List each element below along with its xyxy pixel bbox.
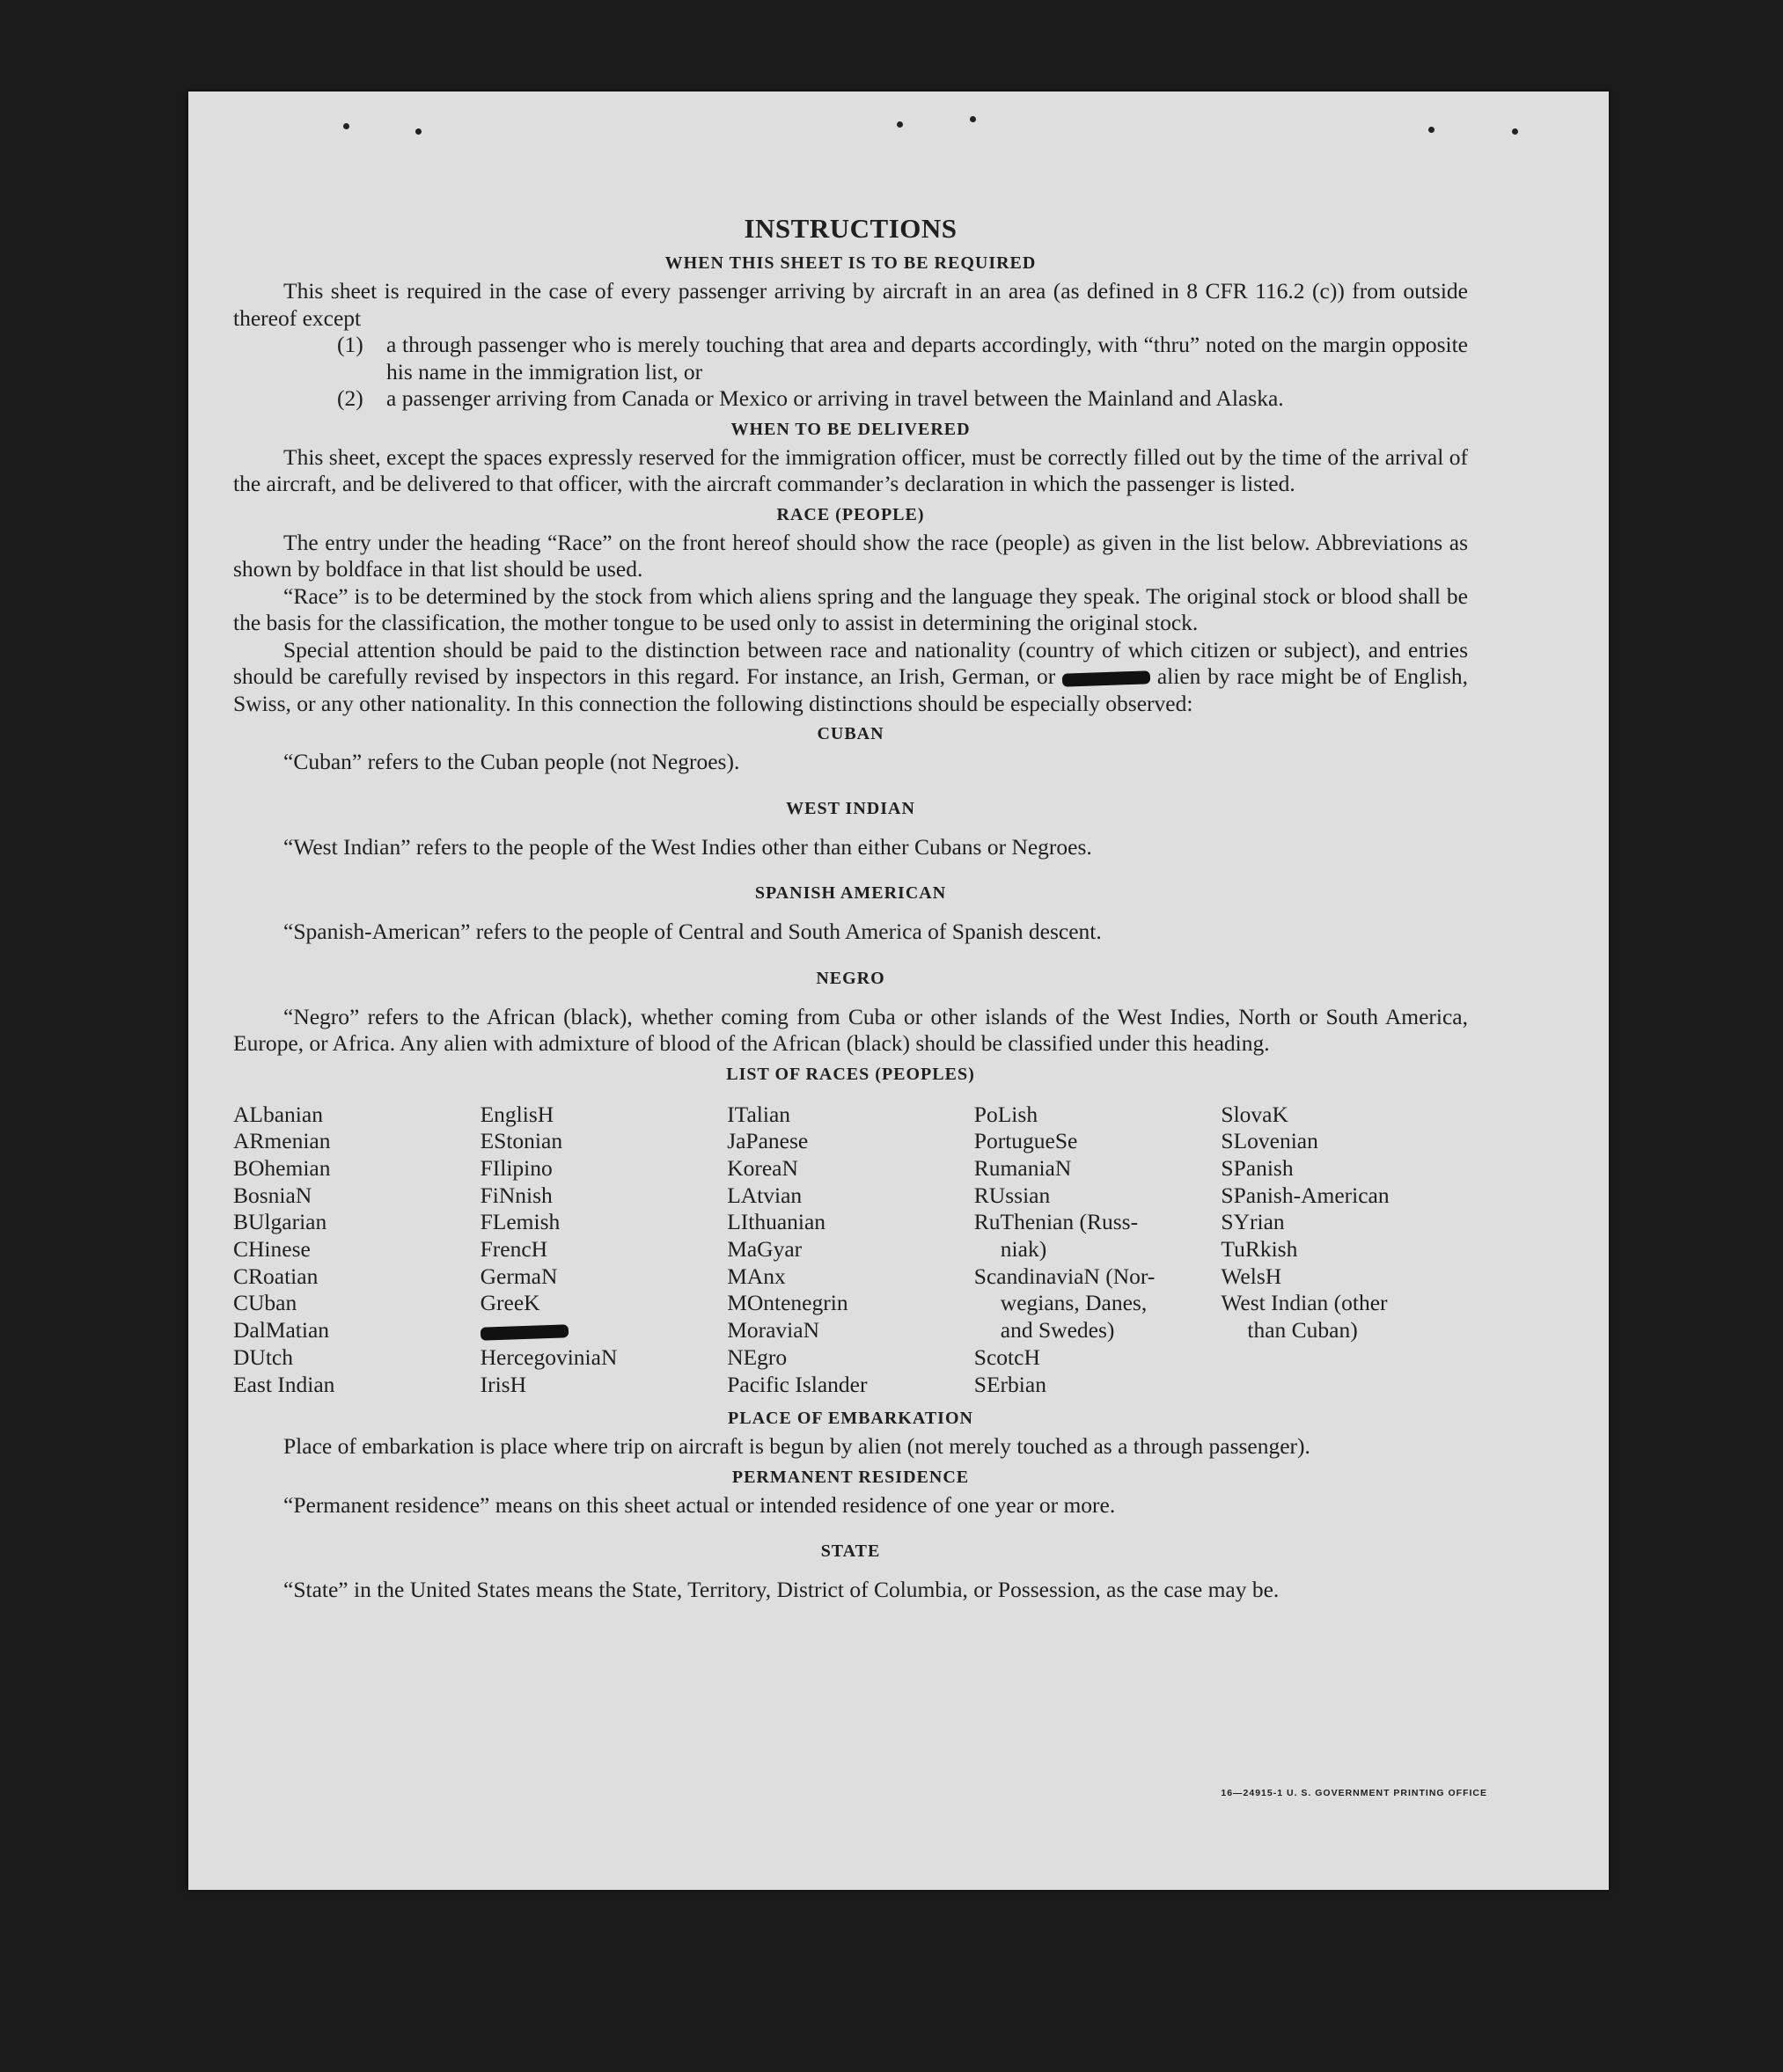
race-item: HercegoviniaN (480, 1344, 618, 1370)
race-item: IrisH (480, 1371, 527, 1397)
item-text: a through passenger who is merely touching that area and departs accordingly, with “thru” noted on the margin opposite his name in the immigration list, or (386, 332, 1468, 384)
race-column-2 (481, 1102, 728, 1399)
race-item: BUlgarian (233, 1209, 327, 1235)
race-item: PoLish (973, 1101, 1038, 1127)
race-item: ScandinaviaN (Nor- (973, 1263, 1156, 1289)
race-item: JaPanese (727, 1128, 809, 1154)
document-page (188, 92, 1609, 1890)
paper-speck (1428, 127, 1434, 133)
race-item: West Indian (other (1221, 1290, 1388, 1316)
race-item: BOhemian (233, 1154, 331, 1181)
race-item: GermaN (480, 1263, 558, 1289)
race-item: SlovaK (1221, 1101, 1288, 1127)
heading-race: RACE (PEOPLE) (776, 504, 925, 524)
printing-office-note: 16—24915-1 U. S. GOVERNMENT PRINTING OFFICE (1221, 1788, 1487, 1798)
race-item: MoraviaN (727, 1317, 819, 1344)
paper-speck (415, 128, 422, 135)
instructions-content (233, 211, 1468, 1604)
required-item-2 (337, 385, 1468, 413)
race-paragraph-1: The entry under the heading “Race” on the front hereof should show the race (people) as given in the list below. Abbreviations as shown by boldface in that list should be used. (233, 529, 1468, 582)
race-item: FLemish (480, 1209, 561, 1235)
required-intro: This sheet is required in the case of every passenger arriving by aircraft in an area (as defined in 8 CFR 116.2 (c)) from outside thereof except (233, 278, 1468, 331)
west-indian-text: “West Indian” refers to the people of the West Indies other than either Cubans or Negroes. (283, 833, 1092, 860)
race-item-continuation: wegians, Danes, (1000, 1290, 1148, 1316)
race-item: Pacific Islander (727, 1371, 868, 1397)
race-item: RuThenian (Russ- (973, 1209, 1139, 1235)
heading-west-indian: WEST INDIAN (786, 798, 915, 818)
race-item-continuation: niak) (1000, 1236, 1047, 1263)
delivered-text: This sheet, except the spaces expressly reserved for the immigration officer, must be correctly filled out by the time of the arrival of the aircraft, and be delivered to that officer, with the aircraft commander’s declaration in which the passenger is listed. (233, 443, 1468, 496)
race-item: DalMatian (233, 1317, 330, 1344)
race-item: FIlipino (480, 1154, 553, 1181)
race-item: LIthuanian (727, 1209, 826, 1235)
race-item: LAtvian (727, 1182, 803, 1208)
race-item: EnglisH (480, 1101, 554, 1127)
race-item: PortugueSe (973, 1128, 1078, 1154)
item-number: (2) (337, 385, 363, 411)
paper-speck (1512, 128, 1518, 135)
race-item: SPanish (1221, 1154, 1294, 1181)
negro-text: “Negro” refers to the African (black), whether coming from Cuba or other islands of the West Indies, North or South America, Europe, or Africa. Any alien with admixture of blood of the African (black) should be classified under this heading. (233, 1003, 1468, 1056)
race-item: CHinese (233, 1236, 311, 1263)
residence-text: “Permanent residence” means on this sheet actual or intended residence of one year or more. (283, 1491, 1116, 1518)
spanish-american-text: “Spanish-American” refers to the people of Central and South America of Spanish descent. (283, 919, 1102, 944)
race-item-redacted (481, 1317, 728, 1344)
race-item-continuation: and Swedes) (1000, 1317, 1115, 1344)
required-item-1 (337, 332, 1468, 385)
race-item: SLovenian (1221, 1128, 1318, 1154)
race-item: BosniaN (233, 1182, 312, 1208)
race-item: SYrian (1221, 1209, 1285, 1235)
race-item: ScotcH (973, 1344, 1040, 1370)
race-column-1 (233, 1102, 481, 1399)
heading-embarkation: PLACE OF EMBARKATION (728, 1409, 973, 1429)
race-item: ITalian (727, 1101, 791, 1127)
race-item: TuRkish (1221, 1236, 1298, 1263)
race-item-continuation: than Cuban) (1247, 1317, 1358, 1344)
heading-list-of-races: LIST OF RACES (PEOPLES) (726, 1064, 975, 1084)
race-paragraph-3 (233, 637, 1468, 718)
heading-spanish-american: SPANISH AMERICAN (754, 883, 947, 903)
race-item: RumaniaN (973, 1154, 1072, 1181)
heading-delivered: WHEN TO BE DELIVERED (730, 419, 971, 439)
race-item: MaGyar (727, 1236, 803, 1263)
race-item: SErbian (973, 1371, 1046, 1397)
redaction-mark (480, 1324, 568, 1340)
race-item: ARmenian (233, 1128, 331, 1154)
race-item: ALbanian (233, 1101, 323, 1127)
race-item: FiNnish (480, 1182, 553, 1208)
race-paragraph-2: “Race” is to be determined by the stock from which aliens spring and the language they speak. The original stock or blood shall be the basis for the classification, the mother tongue to be used only to assist in determining the original stock. (233, 582, 1468, 635)
race-item: MAnx (727, 1263, 786, 1289)
paper-speck (970, 116, 976, 122)
state-text: “State” in the United States means the State, Territory, District of Columbia, or Possession, as the case may be. (283, 1577, 1280, 1603)
heading-required: WHEN THIS SHEET IS TO BE REQUIRED (664, 253, 1037, 273)
race-item: RUssian (973, 1182, 1051, 1208)
race-item: GreeK (480, 1290, 540, 1316)
race-column-5 (1221, 1102, 1468, 1399)
race-paragraph-3-part-a: Special attention should be paid to the distinction between race and nationality (country of which citizen or subject), and entries should be carefully revised by inspectors in this regard. For instance, an Irish, German, or (233, 636, 1468, 689)
paper-speck (343, 123, 349, 129)
race-item: KoreaN (727, 1154, 798, 1181)
race-item: CRoatian (233, 1263, 319, 1289)
race-item: MOntenegrin (727, 1290, 848, 1316)
race-item: EStonian (480, 1128, 563, 1154)
heading-state: STATE (820, 1541, 881, 1562)
race-column-3 (727, 1102, 974, 1399)
item-text: a passenger arriving from Canada or Mexico or arriving in travel between the Mainland and Alaska. (386, 385, 1284, 411)
heading-cuban: CUBAN (817, 724, 884, 743)
race-item: FrencH (480, 1236, 548, 1263)
race-item: East Indian (233, 1371, 335, 1397)
race-item: CUban (233, 1290, 297, 1316)
item-number: (1) (337, 332, 363, 357)
race-paragraph-3-part-b: alien by race might be of English, Swiss, or any other nationality. In this connection the following distinctions should be especially observed: (233, 663, 1468, 716)
embarkation-text: Place of embarkation is place where trip on aircraft is begun by alien (not merely touched as a through passenger). (283, 1433, 1310, 1460)
race-column-4 (974, 1102, 1222, 1399)
paper-speck (897, 121, 903, 128)
page-title: INSTRUCTIONS (744, 213, 958, 244)
race-item: NEgro (727, 1344, 788, 1370)
race-item: SPanish-American (1221, 1182, 1390, 1208)
race-item: DUtch (233, 1344, 293, 1370)
heading-negro: NEGRO (816, 968, 885, 988)
cuban-text: “Cuban” refers to the Cuban people (not Negroes). (283, 749, 740, 774)
redaction-mark (1062, 670, 1150, 686)
race-list (233, 1102, 1468, 1399)
race-item: WelsH (1221, 1263, 1282, 1289)
heading-residence: PERMANENT RESIDENCE (731, 1467, 970, 1487)
